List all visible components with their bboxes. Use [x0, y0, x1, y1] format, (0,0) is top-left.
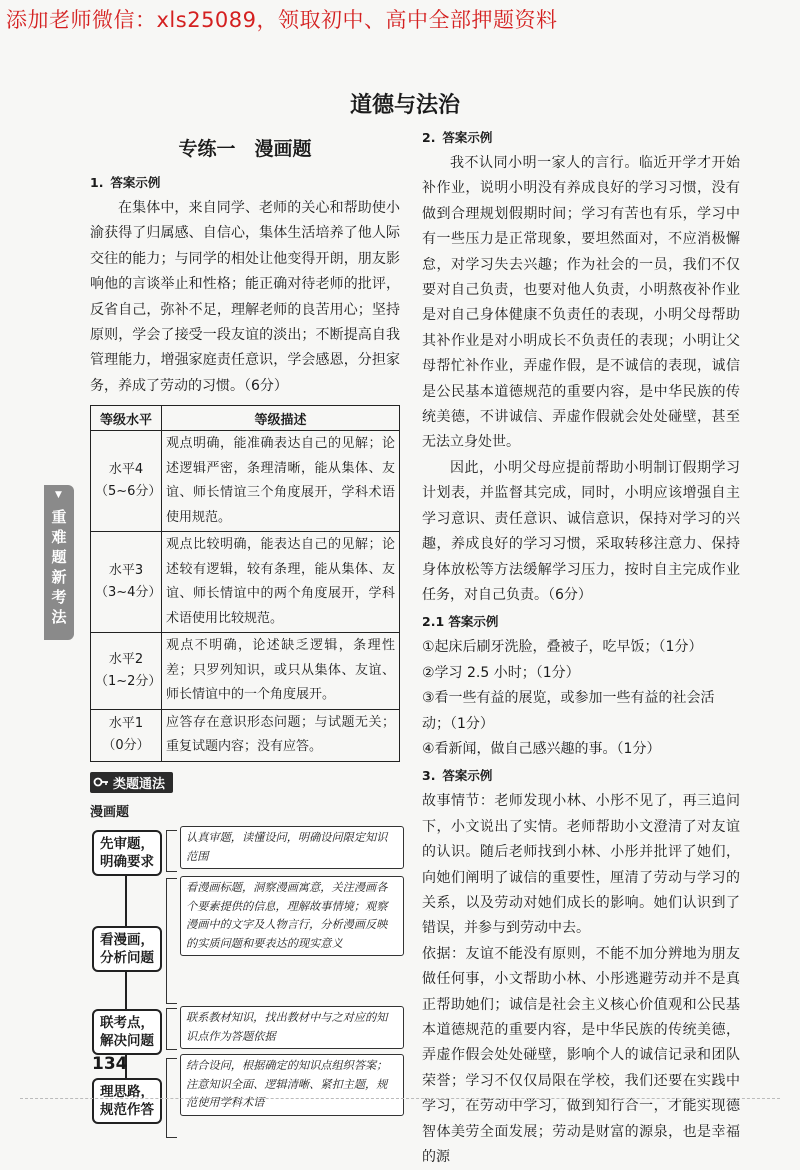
level-cell: 水平1 （0分）: [91, 709, 162, 761]
right-column: [422, 126, 740, 1170]
q1-number: 1.: [90, 175, 104, 190]
table-row: [91, 431, 400, 532]
method-badge: [90, 772, 173, 793]
header-level: 等级水平: [91, 406, 162, 431]
description-cell: 应答存在意识形态问题；与试题无关；重复试题内容；没有应答。: [162, 709, 400, 761]
level-cell: 水平3 （3~4分）: [91, 532, 162, 633]
q2-answer-paragraph: 因此，小明父母应提前帮助小明制订假期学习计划表，并监督其完成，同时，小明应该增强自主学习意识、责任意识、诚信意识，保持对学习的兴趣，养成良好的学习习惯，采取转移注意力、保持身体放松等方法缓解学习压力，按时自主完成作业任务，对自己负责。（6分）: [422, 459, 740, 603]
page-number: 134: [92, 1054, 128, 1074]
flow-brace: [166, 1008, 177, 1050]
level-cell: 水平4 （5~6分）: [91, 431, 162, 532]
q1-answer: 在集体中，来自同学、老师的关心和帮助使小渝获得了归属感、自信心，集体生活培养了他人际交往的能力；与同学的相处让他变得开朗，朋友影响他的言谈举止和性格；能正确对待老师的批评，反省自己，弥补不足，理解老师的良苦用心；坚持原则，学会了接受一段友谊的淡出；不断提高自我管理能力，增强家庭责任意识，学会感恩，分担家务，养成了劳动的习惯。（6分）: [90, 200, 400, 394]
q2-heading-text: 答案示例: [442, 130, 493, 145]
description-cell: 观点不明确，论述缺乏逻辑，条理性差；只罗列知识，或只从集体、友谊、师长情谊中的一个角度展开。: [162, 633, 400, 710]
q2-number: 2.: [422, 130, 436, 145]
key-icon: [93, 775, 109, 789]
q1-heading: [90, 173, 400, 191]
method-flowchart: [90, 826, 400, 1126]
left-column: [90, 130, 400, 1126]
flow-brace: [166, 830, 177, 872]
watermark-banner: 添加老师微信：xls25089，领取初中、高中全部押题资料: [6, 8, 558, 32]
flow-step: 先审题， 明确要求: [92, 830, 162, 876]
level-cell: 水平2 （1~2分）: [91, 633, 162, 710]
q3-basis: 依据：友谊不能没有原则，不能不加分辨地为朋友做任何事，小文帮助小林、小彤逃避劳动并不是真正帮助她们；诚信是社会主义核心价值观和公民基本道德规范的重要内容，是中华民族的传统美德，弄虚作假会处处碰壁，影响个人的诚信记录和团队荣誉；学习不仅仅局限在学校，我们还要在实践中学习，在劳动中学习，做到知行合一，才能实现德智体美劳全面发展；劳动是财富的源泉，也是幸福的源: [422, 945, 740, 1166]
page-title: 道德与法治: [350, 93, 461, 118]
q3-story: 故事情节：老师发现小林、小彤不见了，再三追问下，小文说出了实情。老师帮助小文澄清了对友谊的认识。随后老师找到小林、小彤并批评了她们，向她们阐明了诚信的重要性，厘清了劳动与学习的关系，以及劳动对她们成长的影响。她们认识到了错误，并参与到劳动中去。: [422, 793, 740, 937]
q21-heading-text: 答案示例: [448, 614, 499, 630]
description-cell: 观点明确，能准确表达自己的见解；论述逻辑严密，条理清晰，能从集体、友谊、师长情谊三个角度展开，学科术语使用规范。: [162, 431, 400, 532]
q3-heading: [422, 766, 740, 784]
flow-brace: [166, 878, 177, 1004]
section-title: 专练一 漫画题: [178, 138, 312, 160]
bottom-divider: [20, 1098, 780, 1099]
side-tab: [44, 485, 74, 640]
description-cell: 观点比较明确，能表达自己的见解；论述较有逻辑，较有条理，能从集体、友谊、师长情谊中的两个角度展开，学科术语使用比较规范。: [162, 532, 400, 633]
flow-note: 看漫画标题，洞察漫画寓意，关注漫画各个要素提供的信息，理解故事情境；观察漫画中的文字及人物言行，分析漫画反映的实质问题和要表达的现实意义: [180, 876, 404, 956]
flow-note: 认真审题，读懂设问，明确设问限定知识范围: [180, 826, 404, 869]
table-row: [91, 532, 400, 633]
table-row: [91, 633, 400, 710]
q2-answer-paragraph: 我不认同小明一家人的言行。临近开学才开始补作业，说明小明没有养成良好的学习习惯，没有做到合理规划假期时间；学习有苦也有乐，学习中有一些压力是正常现象，要坦然面对，不应消极懈怠，对学习失去兴趣；作为社会的一员，我们不仅要对自己负责，也要对他人负责，小明熬夜补作业是对自己身体健康不负责任的表现，小明父母帮助其补作业是对小明成长不负责任的表现；小明让父母帮忙补作业，弄虚作假，是不诚信的表现，诚信是公民基本道德规范的重要内容，是中华民族的传统美德，不讲诚信、弄虚作假就会处处碰壁，甚至无法立身处世。: [422, 155, 740, 451]
triangle-down-icon: ▼: [55, 490, 62, 500]
q21-heading: [422, 612, 740, 630]
q3-number: 3.: [422, 768, 436, 784]
q2-heading: [422, 128, 740, 146]
flow-note: 结合设问，根据确定的知识点组织答案；注意知识全面、逻辑清晰、紧扣主题，规范使用学科术语: [180, 1054, 404, 1116]
method-badge-label: 类题通法: [113, 776, 166, 792]
method-title: 漫画题: [90, 805, 130, 821]
list-item: ④看新闻，做自己感兴趣的事。（1分）: [422, 740, 661, 757]
side-tab-label: 重难题新考法: [51, 508, 67, 626]
header-description: 等级描述: [162, 406, 400, 431]
flow-step: 看漫画， 分析问题: [92, 926, 162, 972]
list-item: ①起床后刷牙洗脸，叠被子，吃早饭；（1分）: [422, 639, 703, 656]
table-row: [91, 709, 400, 761]
flow-step: 联考点， 解决问题: [92, 1009, 162, 1055]
q1-heading-text: 答案示例: [110, 175, 161, 190]
grading-table-header: [91, 406, 400, 431]
flow-step: 理思路， 规范作答: [92, 1078, 162, 1124]
list-item: ③看一些有益的展览，或参加一些有益的社会活动；（1分）: [422, 690, 715, 732]
q3-heading-text: 答案示例: [442, 768, 493, 784]
q21-number: 2.1: [422, 614, 445, 630]
flow-note: 联系教材知识，找出教材中与之对应的知识点作为答题依据: [180, 1006, 404, 1049]
list-item: ②学习 2.5 小时；（1分）: [422, 664, 580, 681]
grading-table: [90, 405, 400, 762]
